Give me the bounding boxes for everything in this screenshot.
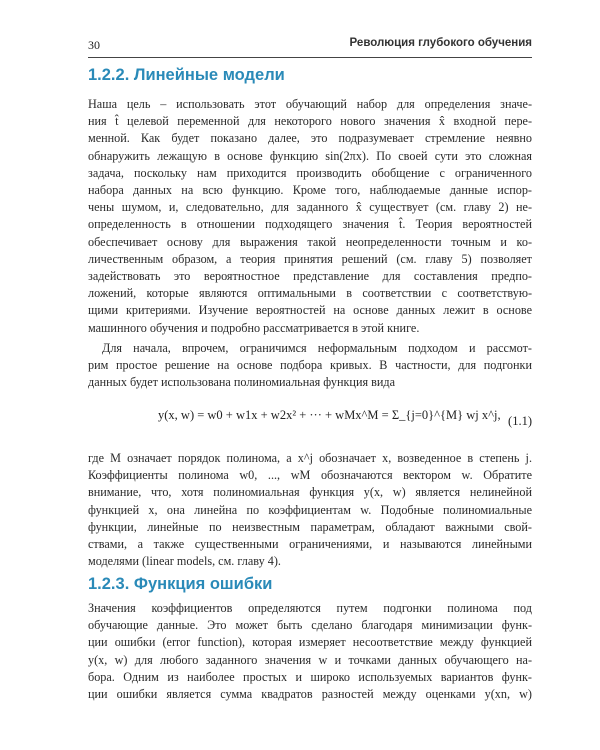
text-line: данных будет использована полиномиальная функция вида xyxy=(88,375,396,390)
text-line: щими критериями. Изучение вероятностей на основе данных лежит в основе xyxy=(88,303,532,318)
text-line: y(x, w) для любого заданного значения w и точками данных обучающего на- xyxy=(88,652,532,667)
text-line: моделями (linear models, см. главу 4). xyxy=(88,554,281,569)
text-line: рим простое решение на основе подбора кривых. В частности, для подгонки xyxy=(88,358,532,373)
text-line: Для начала, впрочем, ограничимся неформальным подходом и рассмот- xyxy=(102,341,532,355)
text-line: личественным образом, а теория принятия решений (см. главу 5) позволяет xyxy=(88,251,532,266)
header-rule xyxy=(88,57,532,58)
text-line: обеспечивает основу для выражения такой неопределенности точным и ко- xyxy=(88,234,532,249)
equation-body: y(x, w) = w0 + w1x + w2x² + ··· + wMx^M = Σ_{j=0}^{M} wj x^j, xyxy=(158,408,501,422)
paragraph-error-function-1 xyxy=(88,600,532,703)
text-line: функции, линейные по неизвестным параметрам, обладают важными свой- xyxy=(88,519,532,534)
text-line: функцией x, она линейна по коэффициентам w. Подобные полиномиальные xyxy=(88,502,532,517)
text-line: ния t̂ целевой переменной для некоторого нового значения x̂ входной пере- xyxy=(88,114,532,129)
text-line: Коэффициенты полинома w0, ..., wM обозначаются вектором w. Обратите xyxy=(88,468,532,483)
text-line: чены шумом, и, следовательно, для заданного x̂ существует (см. главу 2) не- xyxy=(88,200,532,215)
text-line: ствами, а также существенными ограничениями, и называются линейными xyxy=(88,537,532,552)
text-line: менной. Как будет показано далее, это подразумевает стремление неявно xyxy=(88,131,532,146)
text-line: машинного обучения и подробно рассматривается в этой книге. xyxy=(88,320,420,335)
paragraph-linear-models-3 xyxy=(88,450,532,570)
equation-1-1 xyxy=(88,404,532,440)
text-line: Значения коэффициентов определяются путем подгонки полинома под xyxy=(88,601,532,615)
text-line: Наша цель – использовать этот обучающий набор для определения значе- xyxy=(88,97,532,111)
text-line: ложений, которые являются оптимальными в соответствии с соответствую- xyxy=(88,286,532,301)
text-line: обучающие данные. Это может быть сделано благодаря минимизации функ- xyxy=(88,618,532,633)
text-line: задача, поскольку нам приходится производить обобщение с ограниченного xyxy=(88,165,532,180)
text-line: ции ошибки является сумма квадратов разностей между оценками y(xn, w) xyxy=(88,687,532,702)
text-line: бора. Одним из наиболее простых и широко используемых вариантов функ- xyxy=(88,669,532,684)
section-title-error-function: 1.2.3. Функция ошибки xyxy=(88,575,273,593)
paragraph-linear-models-2 xyxy=(88,340,532,392)
paragraph-linear-models-1 xyxy=(88,96,532,337)
text-line: обнаружить лежащую в основе функцию sin(2πx). По своей сути это сложная xyxy=(88,148,532,163)
text-line: внимание, что, хотя полиномиальная функция y(x, w) является нелинейной xyxy=(88,485,532,500)
text-line: задействовать это вероятностное представление для составления предпо- xyxy=(88,269,532,284)
text-line: где M означает порядок полинома, а x^j обозначает x, возведенное в степень j. xyxy=(88,451,532,465)
text-line: ции ошибки (error function), которая измеряет несоответствие между функцией xyxy=(88,635,532,650)
running-title: Революция глубокого обучения xyxy=(349,37,532,49)
section-title-linear-models: 1.2.2. Линейные модели xyxy=(88,66,285,84)
text-line: определенность в отношении подходящего значения t̂. Теория вероятностей xyxy=(88,217,532,232)
text-line: набора данных на всю функцию. Кроме того, наблюдаемые данные испор- xyxy=(88,183,532,198)
equation-number: (1.1) xyxy=(508,414,532,428)
page-number: 30 xyxy=(88,38,100,52)
